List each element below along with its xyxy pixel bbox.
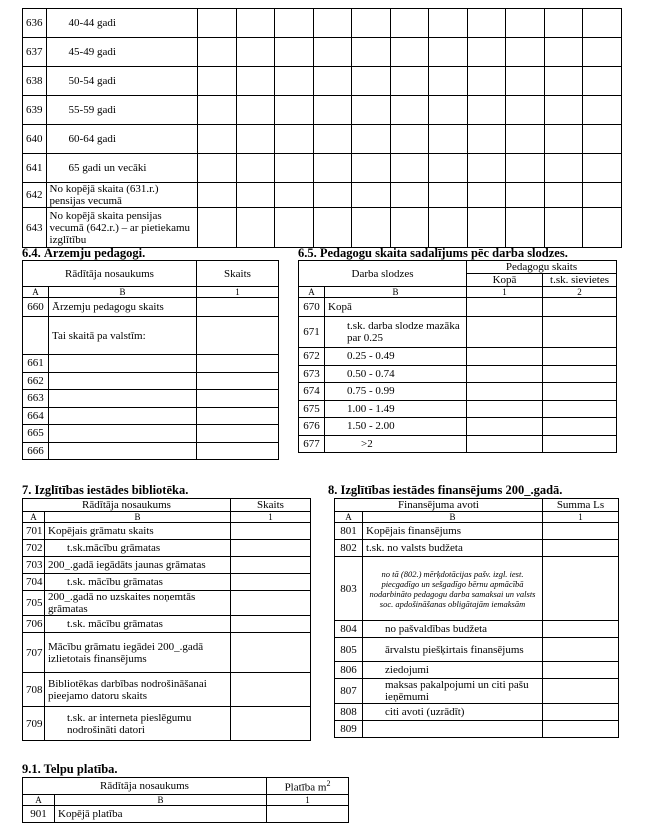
row-number: 664 <box>23 407 49 425</box>
value-cell[interactable] <box>429 183 468 208</box>
row-number: 671 <box>299 317 325 348</box>
row-number: 677 <box>299 435 325 453</box>
value-cell[interactable] <box>390 183 429 208</box>
row-label: ārvalstu piešķirtais finansējums <box>363 638 543 662</box>
value-cell[interactable] <box>544 125 583 154</box>
row-label: citi avoti (uzrādīt) <box>363 704 543 721</box>
row-number: 703 <box>23 557 45 574</box>
value-cell[interactable] <box>275 38 314 67</box>
value-cell[interactable] <box>352 125 391 154</box>
table-row <box>23 390 279 408</box>
col-2: 2 <box>543 287 617 298</box>
value-cell[interactable] <box>467 125 506 154</box>
row-label: Kopā <box>325 298 467 317</box>
row-number: 676 <box>299 418 325 436</box>
col-header-source: Finansējuma avoti <box>335 499 543 512</box>
value-cell[interactable] <box>543 721 619 738</box>
value-cell[interactable] <box>543 348 617 366</box>
row-label: Ārzemju pedagogu skaits <box>49 298 197 317</box>
value-cell[interactable] <box>544 208 583 248</box>
value-cell[interactable] <box>236 96 275 125</box>
table-row <box>335 557 619 621</box>
table-row <box>23 557 311 574</box>
table-row <box>335 638 619 662</box>
value-cell[interactable] <box>429 38 468 67</box>
section-8-title: 8. Izglītības iestādes finansējums 200_.gadā. <box>328 483 563 497</box>
table-row <box>335 662 619 679</box>
col-header-area: Platība $m^2$ <box>267 778 349 795</box>
table-row <box>23 805 349 822</box>
row-number: 672 <box>299 348 325 366</box>
row-label: >2 <box>325 435 467 453</box>
table-row <box>23 425 279 443</box>
value-cell[interactable] <box>198 9 237 38</box>
value-cell[interactable] <box>231 591 311 616</box>
section-9-1-title: 9.1. Telpu platība. <box>22 762 118 776</box>
value-cell[interactable] <box>390 154 429 183</box>
value-cell[interactable] <box>583 154 622 183</box>
value-cell[interactable] <box>506 154 545 183</box>
value-cell[interactable] <box>467 348 543 366</box>
value-cell[interactable] <box>506 67 545 96</box>
col-header-count: Skaits <box>197 261 279 287</box>
value-cell[interactable] <box>197 317 279 355</box>
value-cell[interactable] <box>275 9 314 38</box>
value-cell[interactable] <box>236 67 275 96</box>
row-number: 674 <box>299 383 325 401</box>
value-cell[interactable] <box>467 183 506 208</box>
value-cell[interactable] <box>543 679 619 704</box>
value-cell[interactable] <box>231 557 311 574</box>
financing-table <box>334 498 619 738</box>
value-cell[interactable] <box>352 183 391 208</box>
letter-a: A <box>335 512 363 523</box>
value-cell[interactable] <box>467 400 543 418</box>
value-cell[interactable] <box>197 298 279 317</box>
value-cell[interactable] <box>583 9 622 38</box>
table-row <box>23 574 311 591</box>
value-cell[interactable] <box>236 154 275 183</box>
value-cell[interactable] <box>390 125 429 154</box>
row-label: 200_.gadā iegādāts jaunas grāmatas <box>45 557 231 574</box>
row-label: 50-54 gadi <box>46 67 198 96</box>
table-row <box>335 704 619 721</box>
table-row <box>23 355 279 373</box>
row-label: 55-59 gadi <box>46 96 198 125</box>
letter-b: B <box>45 512 231 523</box>
row-label: 1.00 - 1.49 <box>325 400 467 418</box>
value-cell[interactable] <box>543 557 619 621</box>
table-row <box>23 523 311 540</box>
table-row <box>23 616 311 633</box>
col-header-name: Rādītāja nosaukums <box>23 261 197 287</box>
value-cell[interactable] <box>197 407 279 425</box>
value-cell[interactable] <box>236 183 275 208</box>
value-cell[interactable] <box>506 125 545 154</box>
col-header-name: Rādītāja nosaukums <box>23 778 267 795</box>
col-1: 1 <box>197 287 279 298</box>
value-cell[interactable] <box>543 540 619 557</box>
value-cell[interactable] <box>390 38 429 67</box>
row-label <box>49 407 197 425</box>
value-cell[interactable] <box>583 96 622 125</box>
value-cell[interactable] <box>467 365 543 383</box>
row-number: 809 <box>335 721 363 738</box>
value-cell[interactable] <box>198 38 237 67</box>
row-number: 709 <box>23 707 45 741</box>
col-1: 1 <box>267 794 349 805</box>
row-number: 704 <box>23 574 45 591</box>
value-cell[interactable] <box>275 96 314 125</box>
value-cell[interactable] <box>231 673 311 707</box>
value-cell[interactable] <box>313 208 352 248</box>
value-cell[interactable] <box>544 67 583 96</box>
value-cell[interactable] <box>506 9 545 38</box>
value-cell[interactable] <box>197 442 279 460</box>
row-label: Kopējā platība <box>55 805 267 822</box>
value-cell[interactable] <box>198 125 237 154</box>
row-label: 0.50 - 0.74 <box>325 365 467 383</box>
value-cell[interactable] <box>544 183 583 208</box>
row-number: 806 <box>335 662 363 679</box>
row-label: t.sk. no valsts budžeta <box>363 540 543 557</box>
row-label: 60-64 gadi <box>46 125 198 154</box>
value-cell[interactable] <box>543 638 619 662</box>
table-row <box>299 418 617 436</box>
value-cell[interactable] <box>467 96 506 125</box>
value-cell[interactable] <box>236 9 275 38</box>
value-cell[interactable] <box>467 38 506 67</box>
row-label: no pašvaldības budžeta <box>363 621 543 638</box>
row-label <box>49 355 197 373</box>
value-cell[interactable] <box>429 154 468 183</box>
table-row <box>299 435 617 453</box>
row-label: Tai skaitā pa valstīm: <box>49 317 197 355</box>
value-cell[interactable] <box>275 208 314 248</box>
table-row <box>299 365 617 383</box>
value-cell[interactable] <box>352 9 391 38</box>
area-table <box>22 777 349 823</box>
table-row <box>335 721 619 738</box>
value-cell[interactable] <box>352 67 391 96</box>
table-row <box>23 67 622 96</box>
row-label: No kopējā skaita (631.r.) pensijas vecumā <box>46 183 198 208</box>
value-cell[interactable] <box>506 38 545 67</box>
value-cell[interactable] <box>198 154 237 183</box>
value-cell[interactable] <box>543 418 617 436</box>
row-number: 804 <box>335 621 363 638</box>
value-cell[interactable] <box>467 298 543 317</box>
section-7-title: 7. Izglītības iestādes bibliotēka. <box>22 483 189 497</box>
value-cell[interactable] <box>390 96 429 125</box>
value-cell[interactable] <box>236 208 275 248</box>
table-row <box>23 591 311 616</box>
col-header-sum: Summa Ls <box>543 499 619 512</box>
table-row <box>23 633 311 673</box>
table-row <box>23 707 311 741</box>
value-cell[interactable] <box>313 154 352 183</box>
row-number: 707 <box>23 633 45 673</box>
row-label: t.sk. darba slodze mazāka par 0.25 <box>325 317 467 348</box>
row-number: 637 <box>23 38 47 67</box>
row-number: 706 <box>23 616 45 633</box>
value-cell[interactable] <box>543 435 617 453</box>
value-cell[interactable] <box>543 298 617 317</box>
row-number: 807 <box>335 679 363 704</box>
row-label <box>49 425 197 443</box>
value-cell[interactable] <box>231 633 311 673</box>
value-cell[interactable] <box>544 38 583 67</box>
row-number: 640 <box>23 125 47 154</box>
value-cell[interactable] <box>467 9 506 38</box>
row-number: 802 <box>335 540 363 557</box>
table-row <box>299 348 617 366</box>
letter-b: B <box>363 512 543 523</box>
value-cell[interactable] <box>583 208 622 248</box>
row-number: 702 <box>23 540 45 557</box>
value-cell[interactable] <box>583 125 622 154</box>
value-cell[interactable] <box>390 208 429 248</box>
letter-a: A <box>23 512 45 523</box>
value-cell[interactable] <box>313 183 352 208</box>
row-label: t.sk. ar interneta pieslēgumu nodrošināti datori <box>45 707 231 741</box>
value-cell[interactable] <box>544 96 583 125</box>
value-cell[interactable] <box>313 67 352 96</box>
row-number: 636 <box>23 9 47 38</box>
foreign-teachers-table <box>22 260 279 460</box>
row-number: 639 <box>23 96 47 125</box>
table-row <box>335 523 619 540</box>
letter-b: B <box>55 794 267 805</box>
value-cell[interactable] <box>429 125 468 154</box>
row-label: ziedojumi <box>363 662 543 679</box>
row-number: 803 <box>335 557 363 621</box>
value-cell[interactable] <box>583 67 622 96</box>
value-cell[interactable] <box>275 154 314 183</box>
table-row <box>23 317 279 355</box>
value-cell[interactable] <box>236 125 275 154</box>
row-number: 663 <box>23 390 49 408</box>
table-row <box>23 96 622 125</box>
value-cell[interactable] <box>390 67 429 96</box>
table-row <box>23 540 311 557</box>
row-label: Kopējais finansējums <box>363 523 543 540</box>
row-number: 670 <box>299 298 325 317</box>
row-number: 675 <box>299 400 325 418</box>
table-row <box>299 400 617 418</box>
row-label <box>49 390 197 408</box>
col-header-women: t.sk. sievietes <box>543 274 617 287</box>
value-cell[interactable] <box>236 38 275 67</box>
row-label <box>363 721 543 738</box>
row-number: 708 <box>23 673 45 707</box>
row-label: 1.50 - 2.00 <box>325 418 467 436</box>
letter-b: B <box>325 287 467 298</box>
value-cell[interactable] <box>467 154 506 183</box>
row-number: 673 <box>299 365 325 383</box>
value-cell[interactable] <box>506 208 545 248</box>
row-number: 665 <box>23 425 49 443</box>
value-cell[interactable] <box>544 9 583 38</box>
row-label: 65 gadi un vecāki <box>46 154 198 183</box>
table-row <box>299 298 617 317</box>
table-row <box>23 673 311 707</box>
row-label: maksas pakalpojumi un citi pašu ieņēmumi <box>363 679 543 704</box>
value-cell[interactable] <box>583 38 622 67</box>
row-number <box>23 317 49 355</box>
value-cell[interactable] <box>197 355 279 373</box>
table-row <box>23 9 622 38</box>
col-header-workload: Darba slodzes <box>299 261 467 287</box>
row-label: 40-44 gadi <box>46 9 198 38</box>
row-number: 638 <box>23 67 47 96</box>
table-row <box>23 372 279 390</box>
table-row <box>23 125 622 154</box>
row-label: t.sk.mācību grāmatas <box>45 540 231 557</box>
table-row <box>23 208 622 248</box>
value-cell[interactable] <box>198 96 237 125</box>
value-cell[interactable] <box>467 208 506 248</box>
row-label: Mācību grāmatu iegādei 200_.gadā izlietotais finansējums <box>45 633 231 673</box>
table-row <box>335 540 619 557</box>
value-cell[interactable] <box>543 704 619 721</box>
value-cell[interactable] <box>543 621 619 638</box>
value-cell[interactable] <box>543 317 617 348</box>
value-cell[interactable] <box>467 418 543 436</box>
value-cell[interactable] <box>429 208 468 248</box>
value-cell[interactable] <box>544 154 583 183</box>
table-row <box>23 407 279 425</box>
value-cell[interactable] <box>198 208 237 248</box>
value-cell[interactable] <box>231 707 311 741</box>
library-table <box>22 498 311 741</box>
value-cell[interactable] <box>467 435 543 453</box>
table-row <box>299 317 617 348</box>
value-cell[interactable] <box>429 96 468 125</box>
table-row <box>23 183 622 208</box>
value-cell[interactable] <box>231 574 311 591</box>
col-1: 1 <box>467 287 543 298</box>
value-cell[interactable] <box>197 390 279 408</box>
row-label: 200_.gadā no uzskaites noņemtās grāmatas <box>45 591 231 616</box>
value-cell[interactable] <box>352 96 391 125</box>
value-cell[interactable] <box>267 805 349 822</box>
value-cell[interactable] <box>352 208 391 248</box>
value-cell[interactable] <box>197 425 279 443</box>
section-6-5-title: 6.5. Pedagogu skaita sadalījums pēc darba slodzes. <box>298 246 568 260</box>
row-number: 642 <box>23 183 47 208</box>
row-number: 666 <box>23 442 49 460</box>
table-row <box>23 154 622 183</box>
row-number: 801 <box>335 523 363 540</box>
row-label <box>49 442 197 460</box>
value-cell[interactable] <box>275 183 314 208</box>
letter-a: A <box>299 287 325 298</box>
value-cell[interactable] <box>467 67 506 96</box>
value-cell[interactable] <box>506 96 545 125</box>
value-cell[interactable] <box>543 365 617 383</box>
table-row <box>23 298 279 317</box>
letter-a: A <box>23 287 49 298</box>
col-1: 1 <box>543 512 619 523</box>
row-number: 701 <box>23 523 45 540</box>
row-number: 805 <box>335 638 363 662</box>
value-cell[interactable] <box>583 183 622 208</box>
col-header-count: Skaits <box>231 499 311 512</box>
value-cell[interactable] <box>352 154 391 183</box>
section-6-4-title: 6.4. Ārzemju pedagogi. <box>22 246 146 260</box>
table-row <box>335 679 619 704</box>
row-number: 901 <box>23 805 55 822</box>
age-table <box>22 8 622 248</box>
letter-b: B <box>49 287 197 298</box>
col-header-teacher-count: Pedagogu skaits <box>467 261 617 274</box>
row-label: 0.25 - 0.49 <box>325 348 467 366</box>
row-label: t.sk. mācību grāmatas <box>45 616 231 633</box>
row-number: 662 <box>23 372 49 390</box>
table-row <box>299 383 617 401</box>
value-cell[interactable] <box>543 662 619 679</box>
row-number: 660 <box>23 298 49 317</box>
row-number: 643 <box>23 208 47 248</box>
row-label <box>49 372 197 390</box>
value-cell[interactable] <box>429 67 468 96</box>
row-label: 45-49 gadi <box>46 38 198 67</box>
table-row <box>23 442 279 460</box>
value-cell[interactable] <box>197 372 279 390</box>
letter-a: A <box>23 794 55 805</box>
value-cell[interactable] <box>313 9 352 38</box>
value-cell[interactable] <box>231 616 311 633</box>
row-label: Bibliotēkas darbības nodrošināšanai pieejamo datoru skaits <box>45 673 231 707</box>
row-number: 641 <box>23 154 47 183</box>
value-cell[interactable] <box>390 9 429 38</box>
value-cell[interactable] <box>231 523 311 540</box>
col-1: 1 <box>231 512 311 523</box>
value-cell[interactable] <box>198 67 237 96</box>
value-cell[interactable] <box>467 317 543 348</box>
value-cell[interactable] <box>352 38 391 67</box>
value-cell[interactable] <box>313 125 352 154</box>
value-cell[interactable] <box>231 540 311 557</box>
row-label: No kopējā skaita pensijas vecumā (642.r.) – ar pietiekamu izglītību <box>46 208 198 248</box>
row-label: Kopējais grāmatu skaits <box>45 523 231 540</box>
workload-table <box>298 260 617 453</box>
col-header-total: Kopā <box>467 274 543 287</box>
row-label: no tā (802.) mērķdotācijas pašv. izgl. iest. piecgadīgo un sešgadīgo bērnu apmācībā nodarbināto pedagogu darba samaksai un valsts soc. apdošināšanas obligātajām iemaksām <box>363 557 543 621</box>
value-cell[interactable] <box>198 183 237 208</box>
value-cell[interactable] <box>543 523 619 540</box>
value-cell[interactable] <box>543 383 617 401</box>
row-label: t.sk. mācību grāmatas <box>45 574 231 591</box>
value-cell[interactable] <box>467 383 543 401</box>
value-cell[interactable] <box>313 96 352 125</box>
row-number: 705 <box>23 591 45 616</box>
value-cell[interactable] <box>313 38 352 67</box>
row-number: 661 <box>23 355 49 373</box>
row-label: 0.75 - 0.99 <box>325 383 467 401</box>
row-number: 808 <box>335 704 363 721</box>
value-cell[interactable] <box>543 400 617 418</box>
table-row <box>23 38 622 67</box>
value-cell[interactable] <box>275 67 314 96</box>
col-header-name: Rādītāja nosaukums <box>23 499 231 512</box>
value-cell[interactable] <box>506 183 545 208</box>
table-row <box>335 621 619 638</box>
value-cell[interactable] <box>429 9 468 38</box>
value-cell[interactable] <box>275 125 314 154</box>
